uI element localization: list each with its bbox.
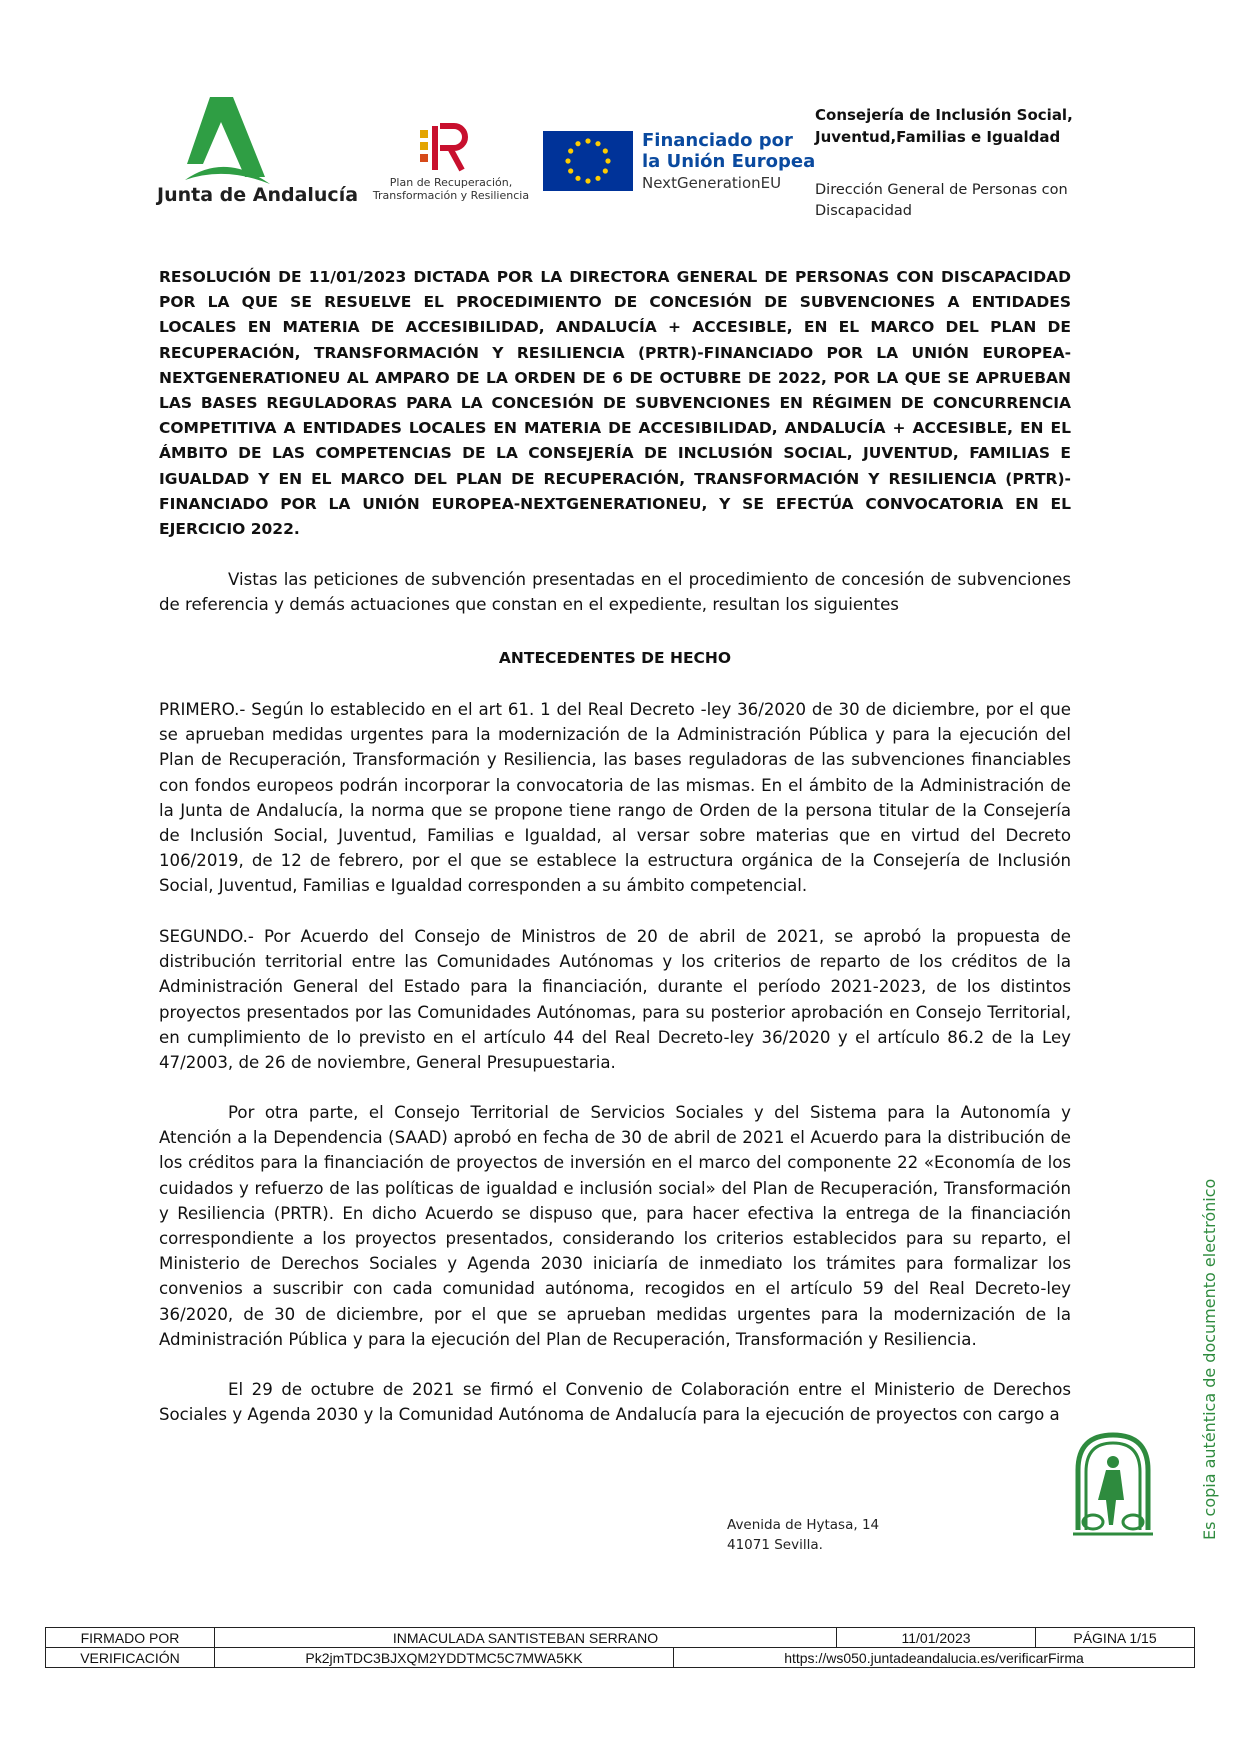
verification-code: Pk2jmTDC3BJXQM2YDDTMC5C7MWA5KK [215, 1648, 674, 1668]
eu-star-icon [595, 176, 600, 181]
eu-flag-icon [543, 131, 633, 191]
eu-star-icon [575, 176, 580, 181]
signed-by-label: FIRMADO POR [46, 1628, 215, 1648]
paragraph-primero: PRIMERO.- Según lo establecido en el art 61. 1 del Real Decreto -ley 36/2020 de 30 de diciembre, por el que se aprueban medidas urgentes para la modernización de la Administración Pública y para la ejecución del Plan de Recuperación, Transformación y Resiliencia, las bases reguladoras de las subvenciones financiables con fondos europeos podrán incorporar la convocatoria de las mismas. En el ámbito de la Administración de la Junta de Andalucía, la norma que se propone tiene rango de Orden de la persona titular de la Consejería de Inclusión Social, Juventud, Familias e Igualdad, al versar sobre materias que en virtud del Decreto 106/2019, de 12 de febrero, por el que se establece la estructura orgánica de la Consejería de Inclusión Social, Juventud, Familias e Igualdad corresponden a su ámbito competencial. [159, 700, 1071, 896]
resolution-title: RESOLUCIÓN DE 11/01/2023 DICTADA POR LA DIRECTORA GENERAL DE PERSONAS CON DISCAPACIDAD POR LA QUE SE RESUELVE EL PROCEDIMIENTO DE CONCESIÓN DE SUBVENCIONES A ENTIDADES LOCALES EN MATERIA DE ACCESIBILIDAD, ANDALUCÍA + ACCESIBLE, EN EL MARCO DEL PLAN DE RECUPERACIÓN, TRANSFORMACIÓN Y RESILIENCIA (PRTR)-FINANCIADO POR LA UNIÓN EUROPEA-NEXTGENERATIONEU AL AMPARO DE LA ORDEN DE 6 DE OCTUBRE DE 2022, POR LA QUE SE APRUEBAN LAS BASES REGULADORAS PARA LA CONCESIÓN DE SUBVENCIONES EN RÉGIMEN DE CONCURRENCIA COMPETITIVA A ENTIDADES LOCALES EN MATERIA DE ACCESIBILIDAD, ANDALUCÍA + ACCESIBLE, EN EL ÁMBITO DE LAS COMPETENCIAS DE LA CONSEJERÍA DE INCLUSIÓN SOCIAL, JUVENTUD, FAMILIAS E IGUALDAD Y EN EL MARCO DEL PLAN DE RECUPERACIÓN, TRANSFORMACIÓN Y RESILIENCIA (PRTR)-FINANCIADO POR LA UNIÓN EUROPEA-NEXTGENERATIONEU, Y SE EFECTÚA CONVOCATORIA EN EL EJERCICIO 2022. [159, 268, 1071, 539]
eu-star-icon [603, 148, 608, 153]
eu-logo-line3: NextGenerationEU [642, 174, 782, 192]
intro-paragraph: Vistas las peticiones de subvención presentadas en el procedimiento de concesión de subvenciones de referencia y demás actuaciones que constan en el expediente, resultan los siguientes [159, 570, 1071, 615]
address-line2: 41071 Sevilla. [727, 1537, 823, 1553]
section-heading: ANTECEDENTES DE HECHO [498, 649, 732, 667]
direction-name: Dirección General de Personas con Discapacidad [815, 182, 1068, 219]
eu-star-icon [595, 141, 600, 146]
junta-logo-text: Junta de Andalucía [157, 184, 359, 206]
authentic-copy-side-text: Es copia auténtica de documento electrónico [1200, 1178, 1219, 1540]
department-name: Consejería de Inclusión Social, Juventud,Familias e Igualdad [815, 106, 1073, 146]
eu-star-icon [605, 158, 610, 163]
verification-url[interactable]: https://ws050.juntadeandalucia.es/verificarFirma [674, 1648, 1195, 1668]
eu-star-icon [603, 168, 608, 173]
junta-seal-icon [1068, 1430, 1158, 1540]
paragraph-convenio: El 29 de octubre de 2021 se firmó el Convenio de Colaboración entre el Ministerio de Derechos Sociales y Agenda 2030 y la Comunidad Autónoma de Andalucía para la ejecución de proyectos con cargo a [159, 1380, 1071, 1425]
page-number: PÁGINA 1/15 [1036, 1628, 1195, 1648]
eu-star-icon [575, 141, 580, 146]
paragraph-otra-parte: Por otra parte, el Consejo Territorial de Servicios Sociales y del Sistema para la Autonomía y Atención a la Dependencia (SAAD) aprobó en fecha de 30 de abril de 2021 el Acuerdo para la distribución de los créditos para la financiación de proyectos de inversión en el marco del componente 22 «Economía de los cuidados y refuerzo de las políticas de igualdad e inclusión social» del Plan de Recuperación, Transformación y Resiliencia (PRTR). En dicho Acuerdo se dispuso que, para hacer efectiva la entrega de la financiación correspondiente a los proyectos presentados, considerando los criterios establecidos para su reparto, el Ministerio de Derechos Sociales y Agenda 2030 iniciaría de inmediato los trámites para formalizar los convenios a suscribir con cada comunidad autónoma, recogidos en el artículo 59 del Real Decreto-ley 36/2020, de 30 de diciembre, por el que se aprueban medidas urgentes para la modernización de la Administración Pública y para la ejecución del Plan de Recuperación, Transformación y Resiliencia. [159, 1103, 1071, 1349]
paragraph-segundo: SEGUNDO.- Por Acuerdo del Consejo de Ministros de 20 de abril de 2021, se aprobó la propuesta de distribución territorial entre las Comunidades Autónomas y los criterios de reparto de los créditos de la Administración General del Estado para la financiación, durante el período 2021-2023, de los distintos proyectos presentados por las Comunidades Autónomas, para su posterior aprobación en Consejo Territorial, en cumplimiento de lo previsto en el artículo 44 del Real Decreto-ley 36/2020 y el artículo 86.2 de la Ley 47/2003, de 26 de noviembre, General Presupuestaria. [159, 927, 1071, 1073]
signature-date: 11/01/2023 [837, 1628, 1036, 1648]
eu-star-icon [585, 138, 590, 143]
eu-logo-line1: Financiado por [642, 130, 793, 151]
verification-label: VERIFICACIÓN [46, 1648, 215, 1668]
eu-star-icon [565, 158, 570, 163]
prtr-logo-text: Plan de Recuperación, Transformación y Resiliencia [372, 176, 530, 202]
table-row [46, 1648, 1195, 1668]
table-row [46, 1628, 1195, 1648]
eu-star-icon [568, 168, 573, 173]
address-line1: Avenida de Hytasa, 14 [727, 1517, 880, 1533]
signature-footer-table [45, 1627, 1195, 1668]
eu-star-icon [585, 178, 590, 183]
eu-star-icon [568, 148, 573, 153]
eu-logo-line2: la Unión Europea [642, 151, 816, 172]
signer-name: INMACULADA SANTISTEBAN SERRANO [215, 1628, 837, 1648]
